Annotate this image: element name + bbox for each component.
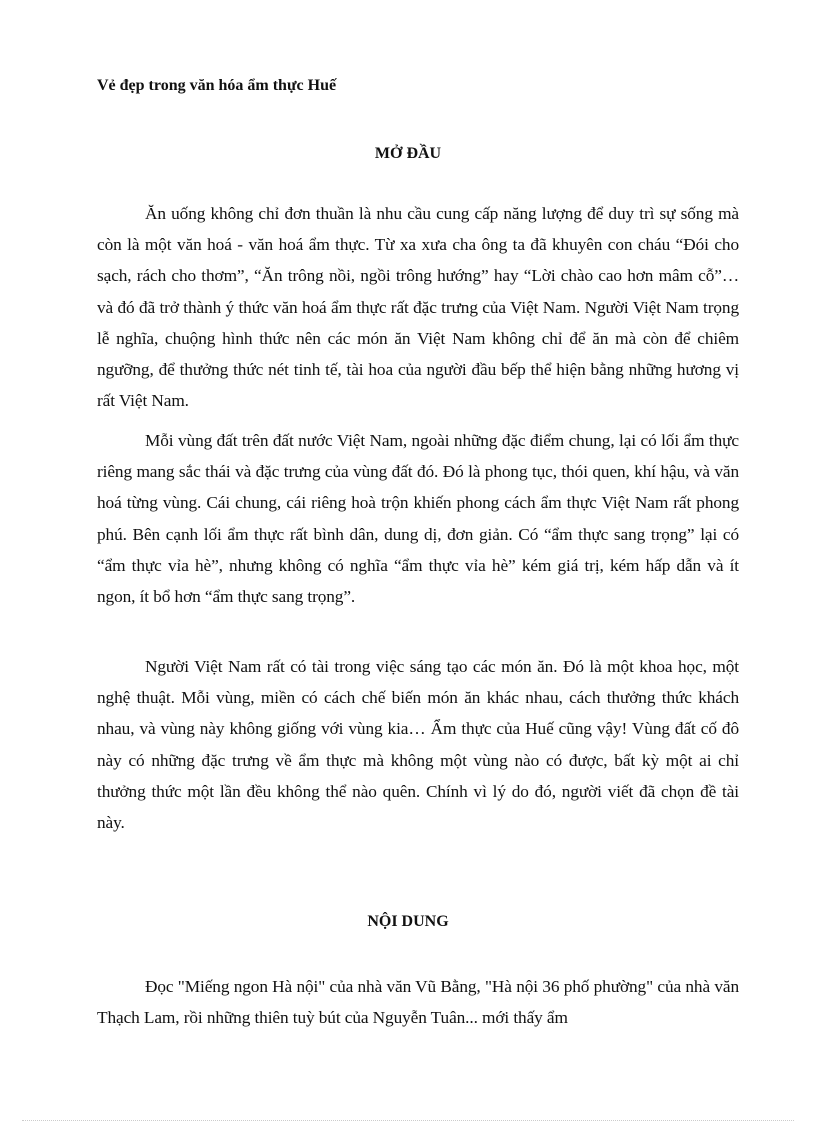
content-paragraph-1: Đọc "Miếng ngon Hà nội" của nhà văn Vũ Bằng, "Hà nội 36 phố phường" của nhà văn Thạch Lam, rồi những thiên tuỳ bút của Nguyễn Tuân... mới thấy ẩm xyxy=(97,977,739,1028)
intro-paragraph-2: Mỗi vùng đất trên đất nước Việt Nam, ngoài những đặc điểm chung, lại có lối ẩm thực riêng mang sắc thái và đặc trưng của vùng đất đó. Đó là phong tục, thói quen, khí hậu, và văn hoá từng vùng. Cái chung, cái riêng hoà trộn khiến phong cách ẩm thực Việt Nam rất phong phú. Bên cạnh lối ẩm thực rất bình dân, dung dị, đơn giản. Có “ẩm thực sang trọng” lại có “ẩm thực vỉa hè”, nhưng không có nghĩa “ẩm thực vỉa hè” kém giá trị, kém hấp dẫn và ít ngon, ít bổ hơn “ẩm thực sang trọng”. xyxy=(97,431,739,607)
section-heading-intro: MỞ ĐẦU xyxy=(374,145,442,162)
intro-paragraph-1: Ăn uống không chỉ đơn thuần là nhu cầu cung cấp năng lượng để duy trì sự sống mà còn là một văn hoá - văn hoá ẩm thực. Từ xa xưa cha ông ta đã khuyên con cháu “Đói cho sạch, rách cho thơm”, “Ăn trông nồi, ngồi trông hướng” hay “Lời chào cao hơn mâm cỗ”… và đó đã trở thành ý thức văn hoá ẩm thực rất đặc trưng của Việt Nam. Người Việt Nam trọng lễ nghĩa, chuộng hình thức nên các món ăn Việt Nam không chỉ để ăn mà còn để chiêm ngưỡng, để thưởng thức nét tinh tế, tài hoa của người đầu bếp thể hiện bằng những hương vị rất Việt Nam. xyxy=(97,204,739,411)
page-bottom-divider xyxy=(22,1120,794,1121)
section-heading-content: NỘI DUNG xyxy=(367,913,449,930)
document-title: Vẻ đẹp trong văn hóa ẩm thực Huế xyxy=(97,77,337,94)
intro-paragraph-3: Người Việt Nam rất có tài trong việc sáng tạo các món ăn. Đó là một khoa học, một nghệ thuật. Mỗi vùng, miền có cách chế biến món ăn khác nhau, cách thưởng thức khách nhau, và vùng này không giống với vùng kia… Ẩm thực của Huế cũng vậy! Vùng đất cố đô này có những đặc trưng về ẩm thực mà không một vùng nào có được, bất kỳ một ai chỉ thưởng thức một lần đều không thể nào quên. Chính vì lý do đó, người viết đã chọn đề tài này. xyxy=(97,657,739,833)
